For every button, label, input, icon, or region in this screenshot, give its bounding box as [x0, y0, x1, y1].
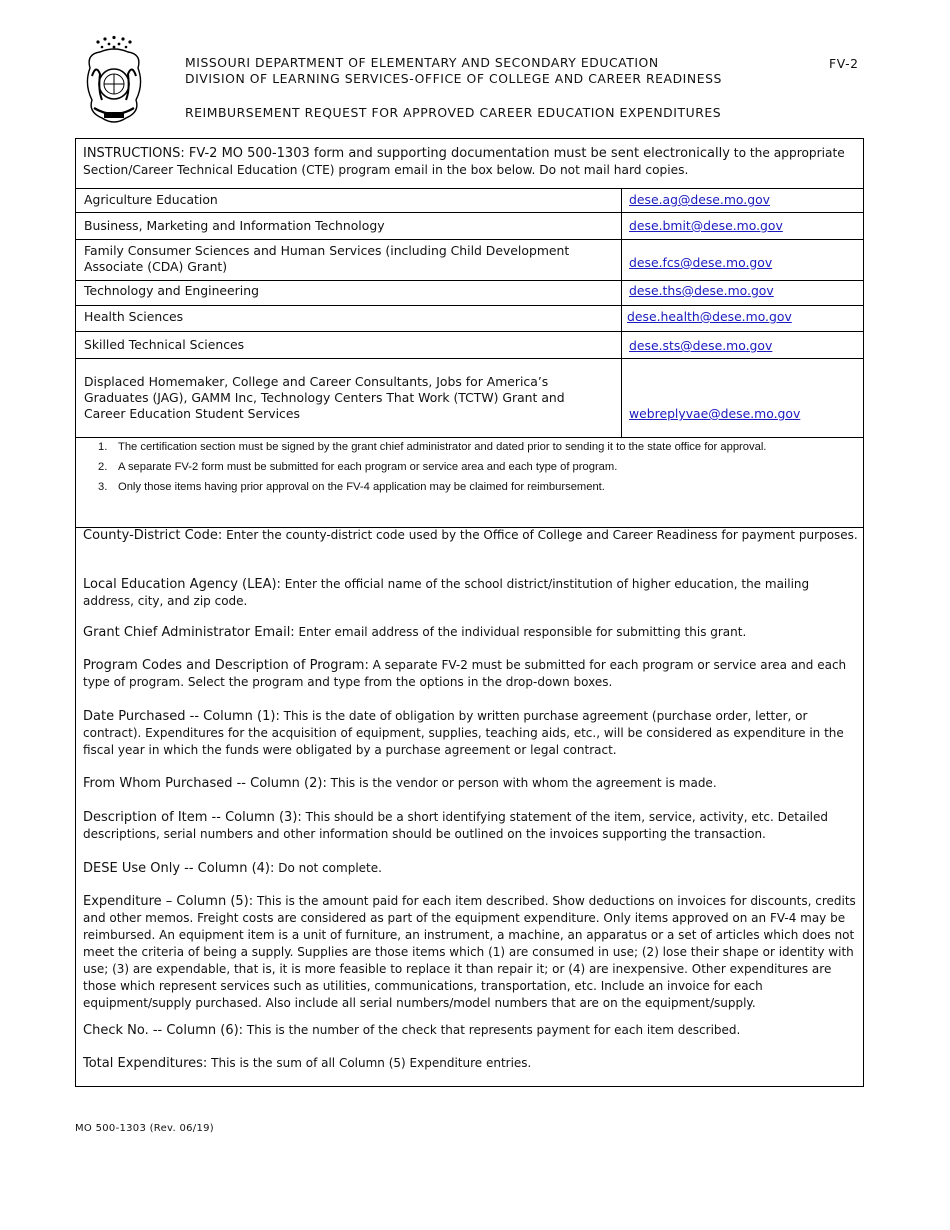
- instructions-rest: to the appropriate Section/Career Technical Education (CTE) program email in the box below. Do not mail hard copies.: [83, 146, 845, 177]
- definition-date-purchased: Date Purchased -- Column (1): This is the date of obligation by written purchase agreement (purchase order, letter, or contract). Expenditures for the acquisition of equipment, supplies, teaching aids, etc., will be considered as expenditure in the fiscal year in which the funds were obligated by a purchase agreement or legal contract.: [83, 709, 844, 757]
- form-revision-number: MO 500-1303 (Rev. 06/19): [75, 1123, 214, 1134]
- missouri-state-seal: [80, 34, 148, 130]
- definition-description-of-item: Description of Item -- Column (3): This should be a short identifying statement of the item, service, activity, etc. Detailed descriptions, serial numbers and other information should be outlined on the invoices supporting the transaction.: [83, 810, 828, 841]
- program-name: Skilled Technical Sciences: [84, 337, 245, 352]
- table-divider: [76, 280, 863, 281]
- program-name: Technology and Engineering: [84, 283, 259, 298]
- definition-expenditure: Expenditure – Column (5): This is the amount paid for each item described. Show deductions on invoices for discounts, credits and other memos. Freight costs are considered as part of the equipment expenditure. Only items approved on an FV-4 may be reimbursed. An equipment item is a unit of furniture, an instrument, a machine, an apparatus or a set of articles which does not meet the criteria of being a supply. Supplies are those items which (1) are consumed in use; (2) lose their shape or identity with use; (3) are expendable, that is, it is more feasible to replace it than repair it; or (4) are inexpensive. Other expenditures are those which represent services such as utilities, communications, transportation, etc. Include an invoice for each equipment/supply purchased. Also include all serial numbers/model numbers that are on the equipment/supply.: [83, 894, 856, 1010]
- definition-dese-use-only: DESE Use Only -- Column (4): Do not complete.: [83, 861, 382, 876]
- table-divider: [76, 305, 863, 306]
- definition-grant-admin-email: Grant Chief Administrator Email: Enter email address of the individual responsible for submitting this grant.: [83, 625, 747, 640]
- table-column-divider: [621, 188, 622, 437]
- definition-total-expenditures: Total Expenditures: This is the sum of all Column (5) Expenditure entries.: [83, 1056, 532, 1071]
- definition-check-no: Check No. -- Column (6): This is the number of the check that represents payment for each item described.: [83, 1023, 741, 1038]
- definition-from-whom-purchased: From Whom Purchased -- Column (2): This is the vendor or person with whom the agreement is made.: [83, 776, 717, 791]
- program-email-link[interactable]: dese.ths@dese.mo.gov: [629, 283, 774, 298]
- program-email-link[interactable]: dese.fcs@dese.mo.gov: [629, 255, 773, 270]
- program-name: Business, Marketing and Information Technology: [84, 218, 385, 233]
- form-title: REIMBURSEMENT REQUEST FOR APPROVED CAREER EDUCATION EXPENDITURES: [185, 105, 722, 120]
- division-name: DIVISION OF LEARNING SERVICES-OFFICE OF COLLEGE AND CAREER READINESS: [185, 71, 722, 86]
- table-divider: [76, 358, 863, 359]
- program-name: Displaced Homemaker, College and Career Consultants, Jobs for America’s Graduates (JAG), GAMM Inc, Technology Centers That Work (TCTW) Grant and Career Education Student Services: [84, 374, 565, 421]
- instructions-box: [75, 138, 864, 1087]
- program-email-link[interactable]: dese.health@dese.mo.gov: [627, 309, 792, 324]
- definition-county-district-code: County-District Code: Enter the county-district code used by the Office of College and Career Readiness for payment purposes.: [83, 528, 858, 543]
- definition-program-codes: Program Codes and Description of Program: A separate FV-2 must be submitted for each program or service area and each type of program. Select the program and type from the options in the drop-down boxes.: [83, 658, 847, 689]
- table-divider: [76, 437, 863, 438]
- list-item: 1. The certification section must be signed by the grant chief administrator and dated prior to sending it to the state office for approval.: [98, 441, 767, 453]
- program-name: Family Consumer Sciences and Human Services (including Child Development Associate (CDA) Grant): [84, 243, 570, 274]
- program-email-link[interactable]: dese.bmit@dese.mo.gov: [629, 218, 783, 233]
- list-item: 3. Only those items having prior approval on the FV-4 application may be claimed for reimbursement.: [98, 481, 605, 493]
- table-divider: [76, 331, 863, 332]
- department-name: MISSOURI DEPARTMENT OF ELEMENTARY AND SECONDARY EDUCATION: [185, 55, 659, 70]
- program-email-link[interactable]: dese.ag@dese.mo.gov: [629, 192, 771, 207]
- table-divider: [76, 188, 863, 189]
- table-divider: [76, 239, 863, 240]
- instructions-lead: INSTRUCTIONS: FV-2 MO 500-1303 form and supporting documentation must be sent electronically: [83, 146, 730, 161]
- table-divider: [76, 212, 863, 213]
- definition-lea: Local Education Agency (LEA): Enter the official name of the school district/institution of higher education, the mailing address, city, and zip code.: [83, 577, 810, 608]
- program-name: Agriculture Education: [84, 192, 218, 207]
- program-email-link[interactable]: webreplyvae@dese.mo.gov: [629, 406, 801, 421]
- program-email-link[interactable]: dese.sts@dese.mo.gov: [629, 338, 773, 353]
- list-item: 2. A separate FV-2 form must be submitted for each program or service area and each type of program.: [98, 461, 618, 473]
- program-name: Health Sciences: [84, 309, 184, 324]
- form-id: FV-2: [829, 56, 859, 71]
- instructions-text: [83, 145, 853, 178]
- numbered-instructions: [93, 439, 833, 499]
